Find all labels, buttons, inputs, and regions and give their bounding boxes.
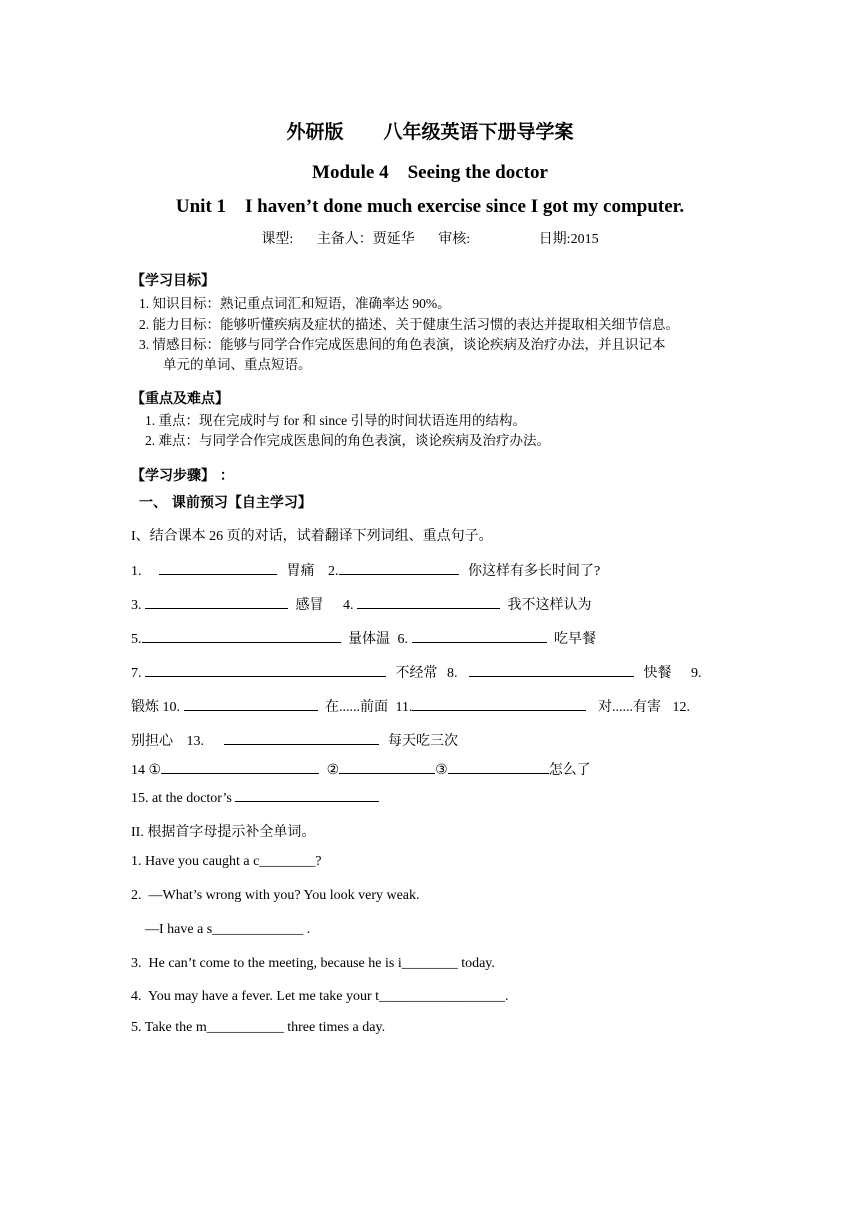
preparer-label: 主备人：贾延华 [316, 232, 415, 247]
answer-blank[interactable] [145, 662, 386, 677]
exercise1-row: 3. 感冒 4. 我不这样认为 [131, 594, 592, 614]
exercise2-item: 2. —What’s wrong with you? You look very weak. [131, 888, 420, 903]
answer-blank[interactable] [412, 628, 547, 643]
answer-blank[interactable] [145, 594, 288, 609]
exercise2-item: 4. You may have a fever. Let me take your t__________________. [131, 989, 509, 1004]
answer-blank[interactable] [161, 759, 319, 774]
exercise1-row: 锻炼 10. 在......前面 11. 对......有害 12. [131, 696, 690, 716]
key-points-heading: 【重点及难点】 [131, 391, 229, 407]
answer-blank[interactable] [339, 759, 435, 774]
worksheet-title: 八年级英语下册导学案 [383, 122, 574, 143]
exercise2-instruction: II. 根据首字母提示补全单词。 [131, 825, 316, 840]
answer-blank[interactable] [142, 628, 341, 643]
page-title [0, 117, 860, 144]
reviewer-label: 审核: [438, 232, 471, 247]
answer-blank[interactable] [412, 696, 586, 711]
preview-heading: 一、 课前预习【自主学习】 [139, 495, 312, 511]
answer-blank[interactable] [469, 662, 634, 677]
answer-blank[interactable] [224, 730, 379, 745]
exercise2-item: 3. He can’t come to the meeting, because he is i________ today. [131, 956, 495, 971]
exercise2-item: 1. Have you caught a c________? [131, 854, 322, 869]
answer-blank[interactable] [448, 759, 549, 774]
exercise2-item: 5. Take the m___________ three times a day. [131, 1020, 386, 1035]
exercise1-row: 7. 不经常 8. 快餐 9. [131, 662, 702, 682]
exercise1-row: 15. at the doctor’s [131, 787, 379, 807]
exercise2-item: —I have a s_____________ . [145, 922, 311, 937]
publisher-label: 外研版 [286, 122, 344, 143]
exercise1-row: 5. 量体温 6. 吃早餐 [131, 628, 596, 648]
exercise1-row: 1. 胃痛 2. 你这样有多长时间了? [131, 560, 600, 580]
date-label: 日期:2015 [538, 232, 599, 247]
answer-blank[interactable] [357, 594, 500, 609]
key-point-item: 1. 重点：现在完成时与 for 和 since 引导的时间状语连用的结构。 [145, 413, 526, 428]
exercise1-row: 别担心 13. 每天吃三次 [131, 730, 458, 750]
answer-blank[interactable] [235, 787, 379, 802]
exercise1-instruction: I、结合课本 26 页的对话，试着翻译下列词组、重点句子。 [131, 529, 493, 544]
key-point-item: 2. 难点：与同学合作完成医患间的角色表演，谈论疾病及治疗办法。 [145, 433, 550, 448]
objective-item: 单元的单词、重点短语。 [163, 357, 312, 372]
objective-item: 2. 能力目标：能够听懂疾病及症状的描述、关于健康生活习惯的表达并提取相关细节信息。 [139, 317, 679, 332]
answer-blank[interactable] [159, 560, 277, 575]
objectives-heading: 【学习目标】 [131, 273, 215, 289]
unit-title: Unit 1 I haven’t done much exercise since I got my computer. [175, 196, 685, 217]
module-title: Module 4 Seeing the doctor [312, 162, 548, 183]
lesson-type-label: 课型: [261, 232, 294, 247]
answer-blank[interactable] [339, 560, 459, 575]
exercise1-row: 14 ① ② ③ 怎么了 [131, 759, 591, 779]
steps-heading: 【学习步骤】 ： [131, 468, 234, 484]
objective-item: 3. 情感目标：能够与同学合作完成医患间的角色表演，谈论疾病及治疗办法，并且识记本 [139, 337, 666, 352]
objective-item: 1. 知识目标：熟记重点词汇和短语，准确率达 90%。 [139, 296, 451, 311]
meta-line [0, 228, 860, 248]
answer-blank[interactable] [184, 696, 318, 711]
